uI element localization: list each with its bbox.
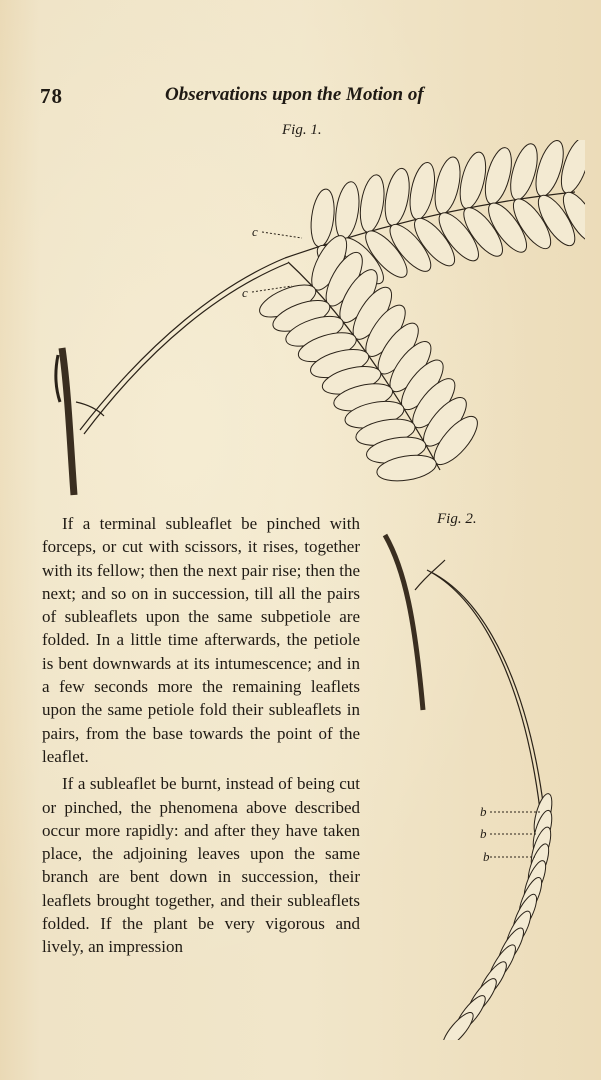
- subleaflet: [381, 166, 413, 227]
- figure-2-drooping-leaf-illustration: [375, 530, 565, 1040]
- subleaflet: [357, 173, 388, 234]
- paragraph: If a subleaflet be burnt, instead of being cut or pinched, the phenomena above described occur more rapidly: and after they have taken place, the adjoining leaves upon the same branch are bent down in succession, their leaflets brought together, and their subleaflets folded. If the plant be very vigorous and lively, an impression: [42, 774, 360, 957]
- subleaflet: [455, 150, 490, 212]
- figure-1-label: Fig. 1.: [282, 122, 322, 138]
- subleaflet: [480, 145, 516, 207]
- body-text: [42, 512, 360, 959]
- figure-2-label: Fig. 2.: [437, 511, 477, 527]
- folded-subleaflet: [438, 1009, 477, 1040]
- subleaflet: [430, 155, 464, 216]
- figure-1-letter-c-lower: c: [242, 285, 248, 300]
- figure-2-letter-b-2: b: [480, 826, 487, 841]
- figure-1-mimosa-leaf-illustration: [40, 140, 585, 510]
- subleaflet: [332, 180, 362, 241]
- figure-2-letter-b-3: b: [483, 849, 490, 864]
- page-number: 78: [40, 84, 63, 108]
- subleaflet: [406, 160, 439, 221]
- running-head: Observations upon the Motion of: [165, 84, 424, 105]
- figure-2-letter-b-1: b: [480, 804, 487, 819]
- figure-1-letter-c-upper: c: [252, 224, 258, 239]
- paragraph: If a terminal subleaflet be pinched with forceps, or cut with scissors, it rises, together with its fellow; then the next pair rise; then the next; and so on in succession, till all the pairs of subleaflets upon the same subpetiole are folded. In a little time afterwards, the petiole is bent downwards at its intumescence; and in a few seconds more the remaining leaflets upon the same petiole fold their subleaflets in pairs, from the base towards the point of the leaflet.: [42, 514, 360, 766]
